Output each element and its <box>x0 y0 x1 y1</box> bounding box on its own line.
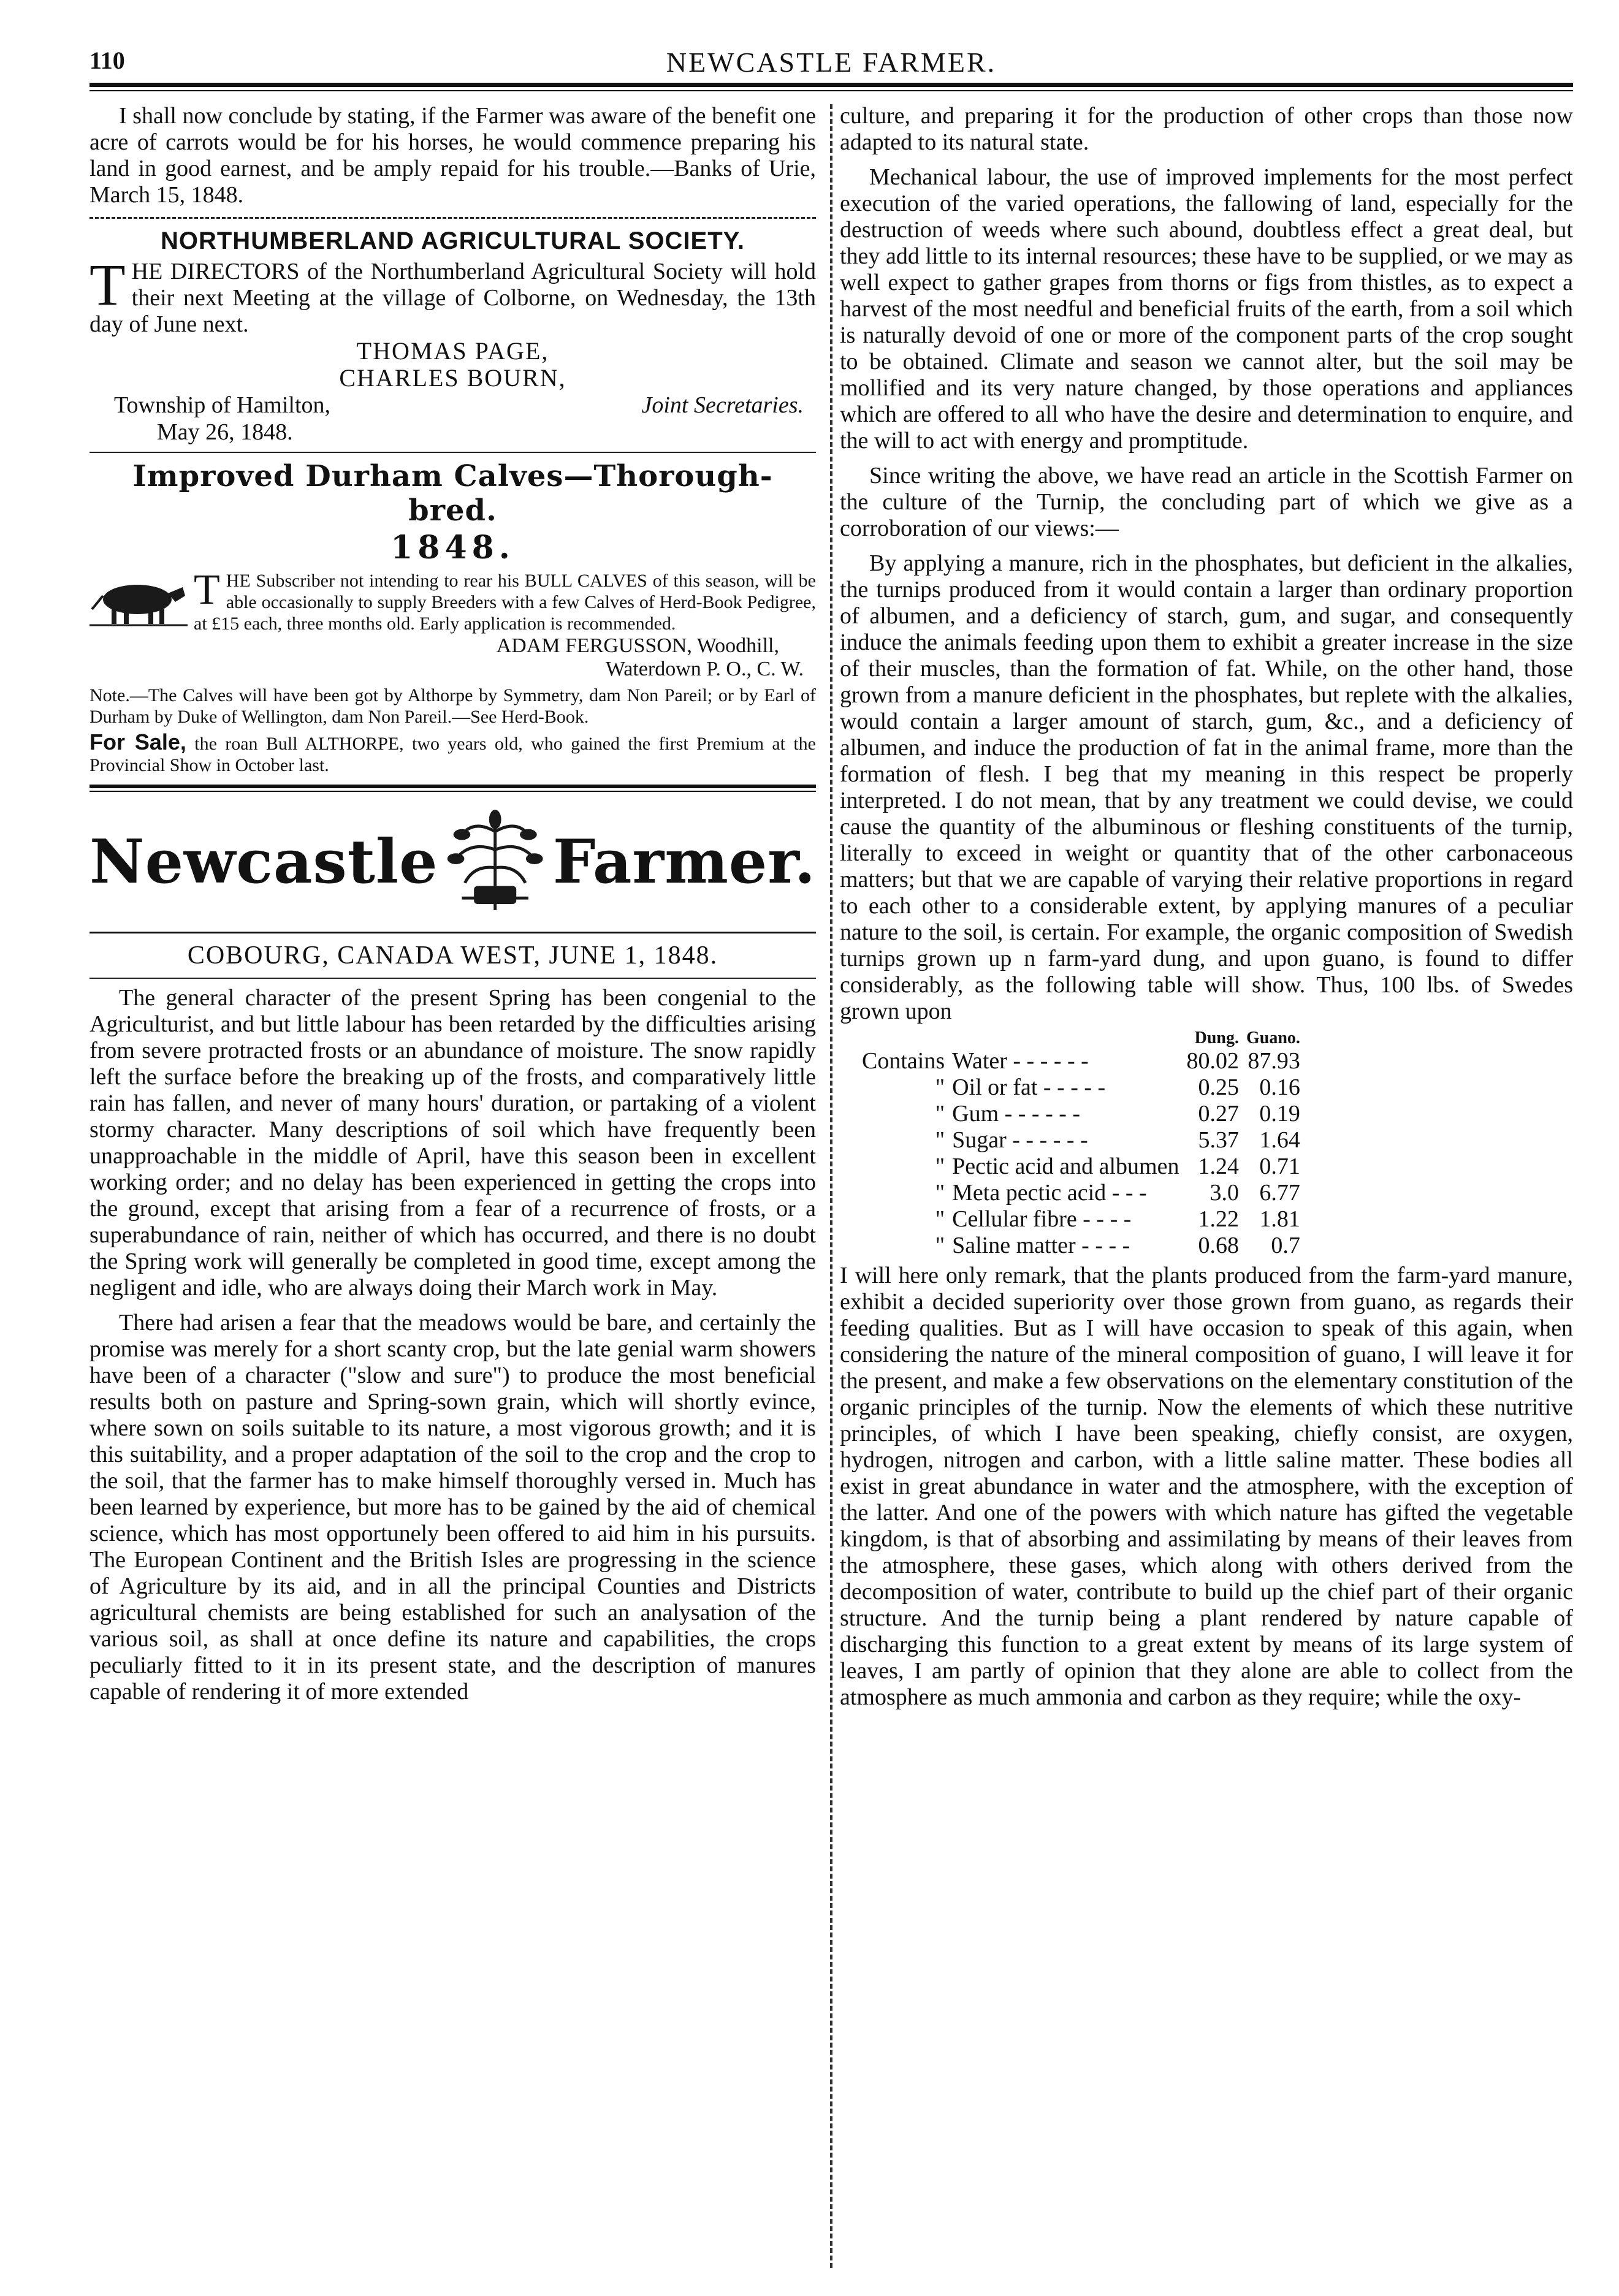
ad-forsale <box>90 731 816 776</box>
row-item: Meta pectic acid - - - <box>952 1180 1147 1206</box>
masthead-rule-top-thin <box>90 791 816 792</box>
masthead-rule-bottom <box>90 932 816 933</box>
table-row <box>858 1127 1304 1154</box>
row-item: Cellular fibre - - - - <box>952 1206 1132 1232</box>
masthead <box>90 800 816 923</box>
row-dung: 3.0 <box>1209 1180 1239 1206</box>
society-date: May 26, 1848. <box>157 419 293 445</box>
article-paragraph-3: Since writing the above, we have read an article in the Scottish Farmer on the culture of the Turnip, the concluding part of which we give as a corroboration of our views:— <box>840 463 1573 541</box>
society-signer-2: CHARLES BOURN, <box>339 364 566 392</box>
society-signature-row <box>90 392 816 419</box>
row-item: Oil or fat - - - - - <box>952 1074 1106 1100</box>
row-guano: 6.77 <box>1259 1180 1300 1206</box>
header-rule <box>90 83 1573 87</box>
row-guano: 87.93 <box>1248 1048 1300 1074</box>
row-prefix: " <box>935 1127 945 1153</box>
ad-body-text: HE Subscriber not intending to rear his BULL CALVES of this season, will be able occasionally to supply Breeders with a few Calves of Herd-Book Pedigree, at £15 each, three months old. Early application is recommended. <box>194 571 816 634</box>
society-notice-text: HE DIRECTORS of the Northumberland Agricultural Society will hold their next Meeting at the village of Colborne, on Wednesday, the 13th day of June next. <box>90 259 816 337</box>
section-divider <box>90 452 816 453</box>
row-guano: 0.71 <box>1259 1154 1300 1179</box>
table-header-guano: Guano. <box>1246 1028 1300 1047</box>
article-paragraph-4: By applying a manure, rich in the phosphates, but deficient in the alkalies, the turnips produced from it would contain a larger than ordinary proportion of albumen, and a deficiency of starch, gum, and sugar, and consequently induce the animals feeding upon them to exhibit a greater increase in the size of their muscles, than the formation of fat. While, on the other hand, those grown from a manure deficient in the phosphates, but replete with the alkalies, would contain a larger amount of starch, gum, &c., and a deficiency of albumen, and induce the production of fat in the animal frame, more than the formation of flesh. I beg that my meaning in this respect be properly interpreted. I do not mean, that by any treatment we could devise, we could cause the quantity of the albuminous or fleshing constituents of the turnip, literally to exceed in weight or quantity that of the other carbonaceous matters; but that we are capable of varying their relative proportions in regard to each other to a considerable extent, by applying manures of a peculiar nature to the soil, is certain. For example, the organic composition of Swedish turnips grown up n farm-yard dung, and upon guano, is found to differ considerably, as the following table will show. Thus, 100 lbs. of Swedes grown upon <box>840 550 1573 1024</box>
forsale-label: For Sale, <box>90 729 186 755</box>
society-place: Township of Hamilton, <box>114 392 331 418</box>
running-title: NEWCASTLE FARMER. <box>666 47 997 78</box>
row-item: Water - - - - - - <box>952 1048 1089 1074</box>
row-dung: 0.68 <box>1198 1233 1239 1258</box>
page-header <box>90 46 1573 83</box>
table-row <box>858 1206 1304 1233</box>
column-divider <box>830 104 832 2268</box>
article-paragraph-2: Mechanical labour, the use of improved implements for the most perfect execution of the varied operations, the fallowing of land, especially for the destruction of weeds where such abound, doubtless effect a great deal, but they add little to its internal resources; these have to be supplied, or we may as well expect to gather grapes from thorns or figs from thistles, as to expect a harvest of the most needful and beneficial fruits of the earth, from a soil which is naturally devoid of one or more of the component parts of the crop sought to be obtained. Climate and season we cannot alter, but the soil may be mollified and its very nature changed, by those operations and appliances which are offered to all who have the desire and determination to enquire, and the will to act with energy and promptitude. <box>840 164 1573 454</box>
right-column <box>840 103 1573 1711</box>
ad-body <box>90 566 816 634</box>
row-dung: 0.27 <box>1198 1101 1239 1127</box>
masthead-rule-top <box>90 785 816 788</box>
table-row <box>858 1048 1304 1074</box>
header-rule-thin <box>90 90 1573 91</box>
section-divider <box>90 217 816 219</box>
ad-dropcap: T <box>194 566 220 614</box>
masthead-word-2: Farmer. <box>552 826 816 897</box>
row-item: Pectic acid and albumen <box>952 1154 1179 1179</box>
ad-signer-place: Waterdown P. O., C. W. <box>605 658 804 680</box>
table-row <box>858 1154 1304 1180</box>
society-role: Joint Secretaries. <box>641 392 804 418</box>
row-dung: 80.02 <box>1186 1048 1239 1074</box>
row-prefix: Contains <box>862 1048 945 1074</box>
row-prefix: " <box>935 1074 945 1100</box>
intro-paragraph: I shall now conclude by stating, if the Farmer was aware of the benefit one acre of carrots would be for his horses, he would commence preparing his land in good earnest, and be amply repaid for his trouble.—Banks of Urie, March 15, 1848. <box>90 103 816 208</box>
table-row <box>858 1180 1304 1206</box>
row-item: Saline matter - - - - <box>952 1233 1130 1258</box>
table-row <box>858 1233 1304 1259</box>
agricultural-emblem-icon <box>438 807 552 917</box>
row-guano: 0.7 <box>1271 1233 1300 1258</box>
table-row <box>858 1101 1304 1127</box>
ad-title: Improved Durham Calves—Thorough-bred. <box>132 459 773 528</box>
dateline: COBOURG, CANADA WEST, JUNE 1, 1848. <box>187 941 718 970</box>
masthead-word-1: Newcastle <box>90 826 438 897</box>
row-dung: 1.22 <box>1198 1206 1239 1232</box>
ad-note: Note.—The Calves will have been got by Althorpe by Symmetry, dam Non Pareil; or by Earl of Durham by Duke of Wellington, dam Non Pareil.—See Herd-Book. <box>90 685 816 727</box>
editorial-paragraph-1: The general character of the present Spring has been congenial to the Agriculturist, and but little labour has been retarded by the difficulties arising from severe protracted frosts or an abundance of moisture. The snow rapidly left the surface before the breaking up of the frosts, and comparatively little rain has fallen, and never of many hours' duration, or partaking of a violent stormy character. Many descriptions of soil which have frequently been unapproachable in the middle of April, have this season been in excellent working order; and no delay has been experienced in getting the crops into the ground, except that arising from a fear of a recurrence of frosts, or a superabundance of rain, neither of which has occurred, and there is no doubt the Spring work will generally be completed in good time, except among the negligent and idle, who are always doing their March work in May. <box>90 985 816 1301</box>
turnip-analysis-table <box>858 1028 1304 1259</box>
society-signer-1: THOMAS PAGE, <box>356 337 549 365</box>
left-column <box>90 103 816 1705</box>
row-item: Sugar - - - - - - <box>952 1127 1088 1153</box>
table-header-row <box>858 1028 1304 1048</box>
row-guano: 0.16 <box>1259 1074 1300 1100</box>
ad-signer: ADAM FERGUSSON, Woodhill, <box>496 634 779 657</box>
society-dropcap: T <box>90 252 126 317</box>
editorial-paragraph-2: There had arisen a fear that the meadows would be bare, and certainly the promise was merely for a short scanty crop, but the late genial warm showers have been of a character ("slow and sure") to produce the most beneficial results both on pasture and Spring-sown grain, which will shortly evince, where sown on soils suitable to its nature, a most vigorous growth; and it is this suitability, and a proper adaptation of the soil to the crop and the crop to the soil, that the farmer has to make himself thoroughly versed in. Much has been learned by experience, but more has to be gained by the aid of chemical science, which has most opportunely been offered to aid him in his pursuits. The European Continent and the British Isles are progressing in the science of Agriculture by its aid, and in all the principal Counties and Districts agricultural chemists are being established for such an analysation of the various soil, as shall at once define its nature and capabilities, the crops peculiarly fitted to it in its present state, and the description of manures capable of rendering it of more extended <box>90 1310 816 1705</box>
row-prefix: " <box>935 1101 945 1127</box>
forsale-text: the roan Bull ALTHORPE, two years old, who gained the first Premium at the Provincial Show in October last. <box>90 734 816 775</box>
table-row <box>858 1074 1304 1101</box>
ad-year: 1848. <box>390 529 515 566</box>
article-closing-paragraph: I will here only remark, that the plants produced from the farm-yard manure, exhibit a decided superiority over those grown from guano, as regards their feeding qualities. But as I will have occasion to speak of this again, when considering the nature of the mineral composition of guano, I will leave it for the present, and make a few observations on the elementary constitution of the organic principles of the turnip. Now the elements of which these nutritive principles, of which I have been speaking, chiefly consist, are oxygen, hydrogen, nitrogen and carbon, with a little saline matter. These bodies all exist in great abundance in water and the atmosphere, with the exception of the latter. And one of the powers with which nature has gifted the vegetable kingdom, is that of absorbing and assimilating by means of their leaves from the atmosphere, these gases, which along with others derived from the decomposition of water, contribute to build up the chief part of their organic structure. And the turnip being a plant rendered by nature capable of discharging this function to a great extent by means of its large system of leaves, I am partly of opinion that they alone are able to collect from the atmosphere as much ammonia and carbon as they require; while the oxy- <box>840 1263 1573 1710</box>
row-prefix: " <box>935 1180 945 1206</box>
society-title: NORTHUMBERLAND AGRICULTURAL SOCIETY. <box>160 227 745 254</box>
row-guano: 0.19 <box>1259 1101 1300 1127</box>
society-notice <box>90 252 816 338</box>
row-guano: 1.64 <box>1259 1127 1300 1153</box>
row-prefix: " <box>935 1154 945 1179</box>
table-header-dung: Dung. <box>1194 1028 1239 1047</box>
article-paragraph-1: culture, and preparing it for the production of other crops than those now adapted to its natural state. <box>840 103 1573 155</box>
row-prefix: " <box>935 1206 945 1232</box>
row-dung: 5.37 <box>1198 1127 1239 1153</box>
row-dung: 0.25 <box>1198 1074 1239 1100</box>
row-prefix: " <box>935 1233 945 1258</box>
dateline-rule <box>90 978 816 979</box>
page-number: 110 <box>90 47 125 74</box>
bull-woodcut-icon <box>90 574 188 629</box>
row-item: Gum - - - - - - <box>952 1101 1081 1127</box>
row-dung: 1.24 <box>1198 1154 1239 1179</box>
row-guano: 1.81 <box>1259 1206 1300 1232</box>
